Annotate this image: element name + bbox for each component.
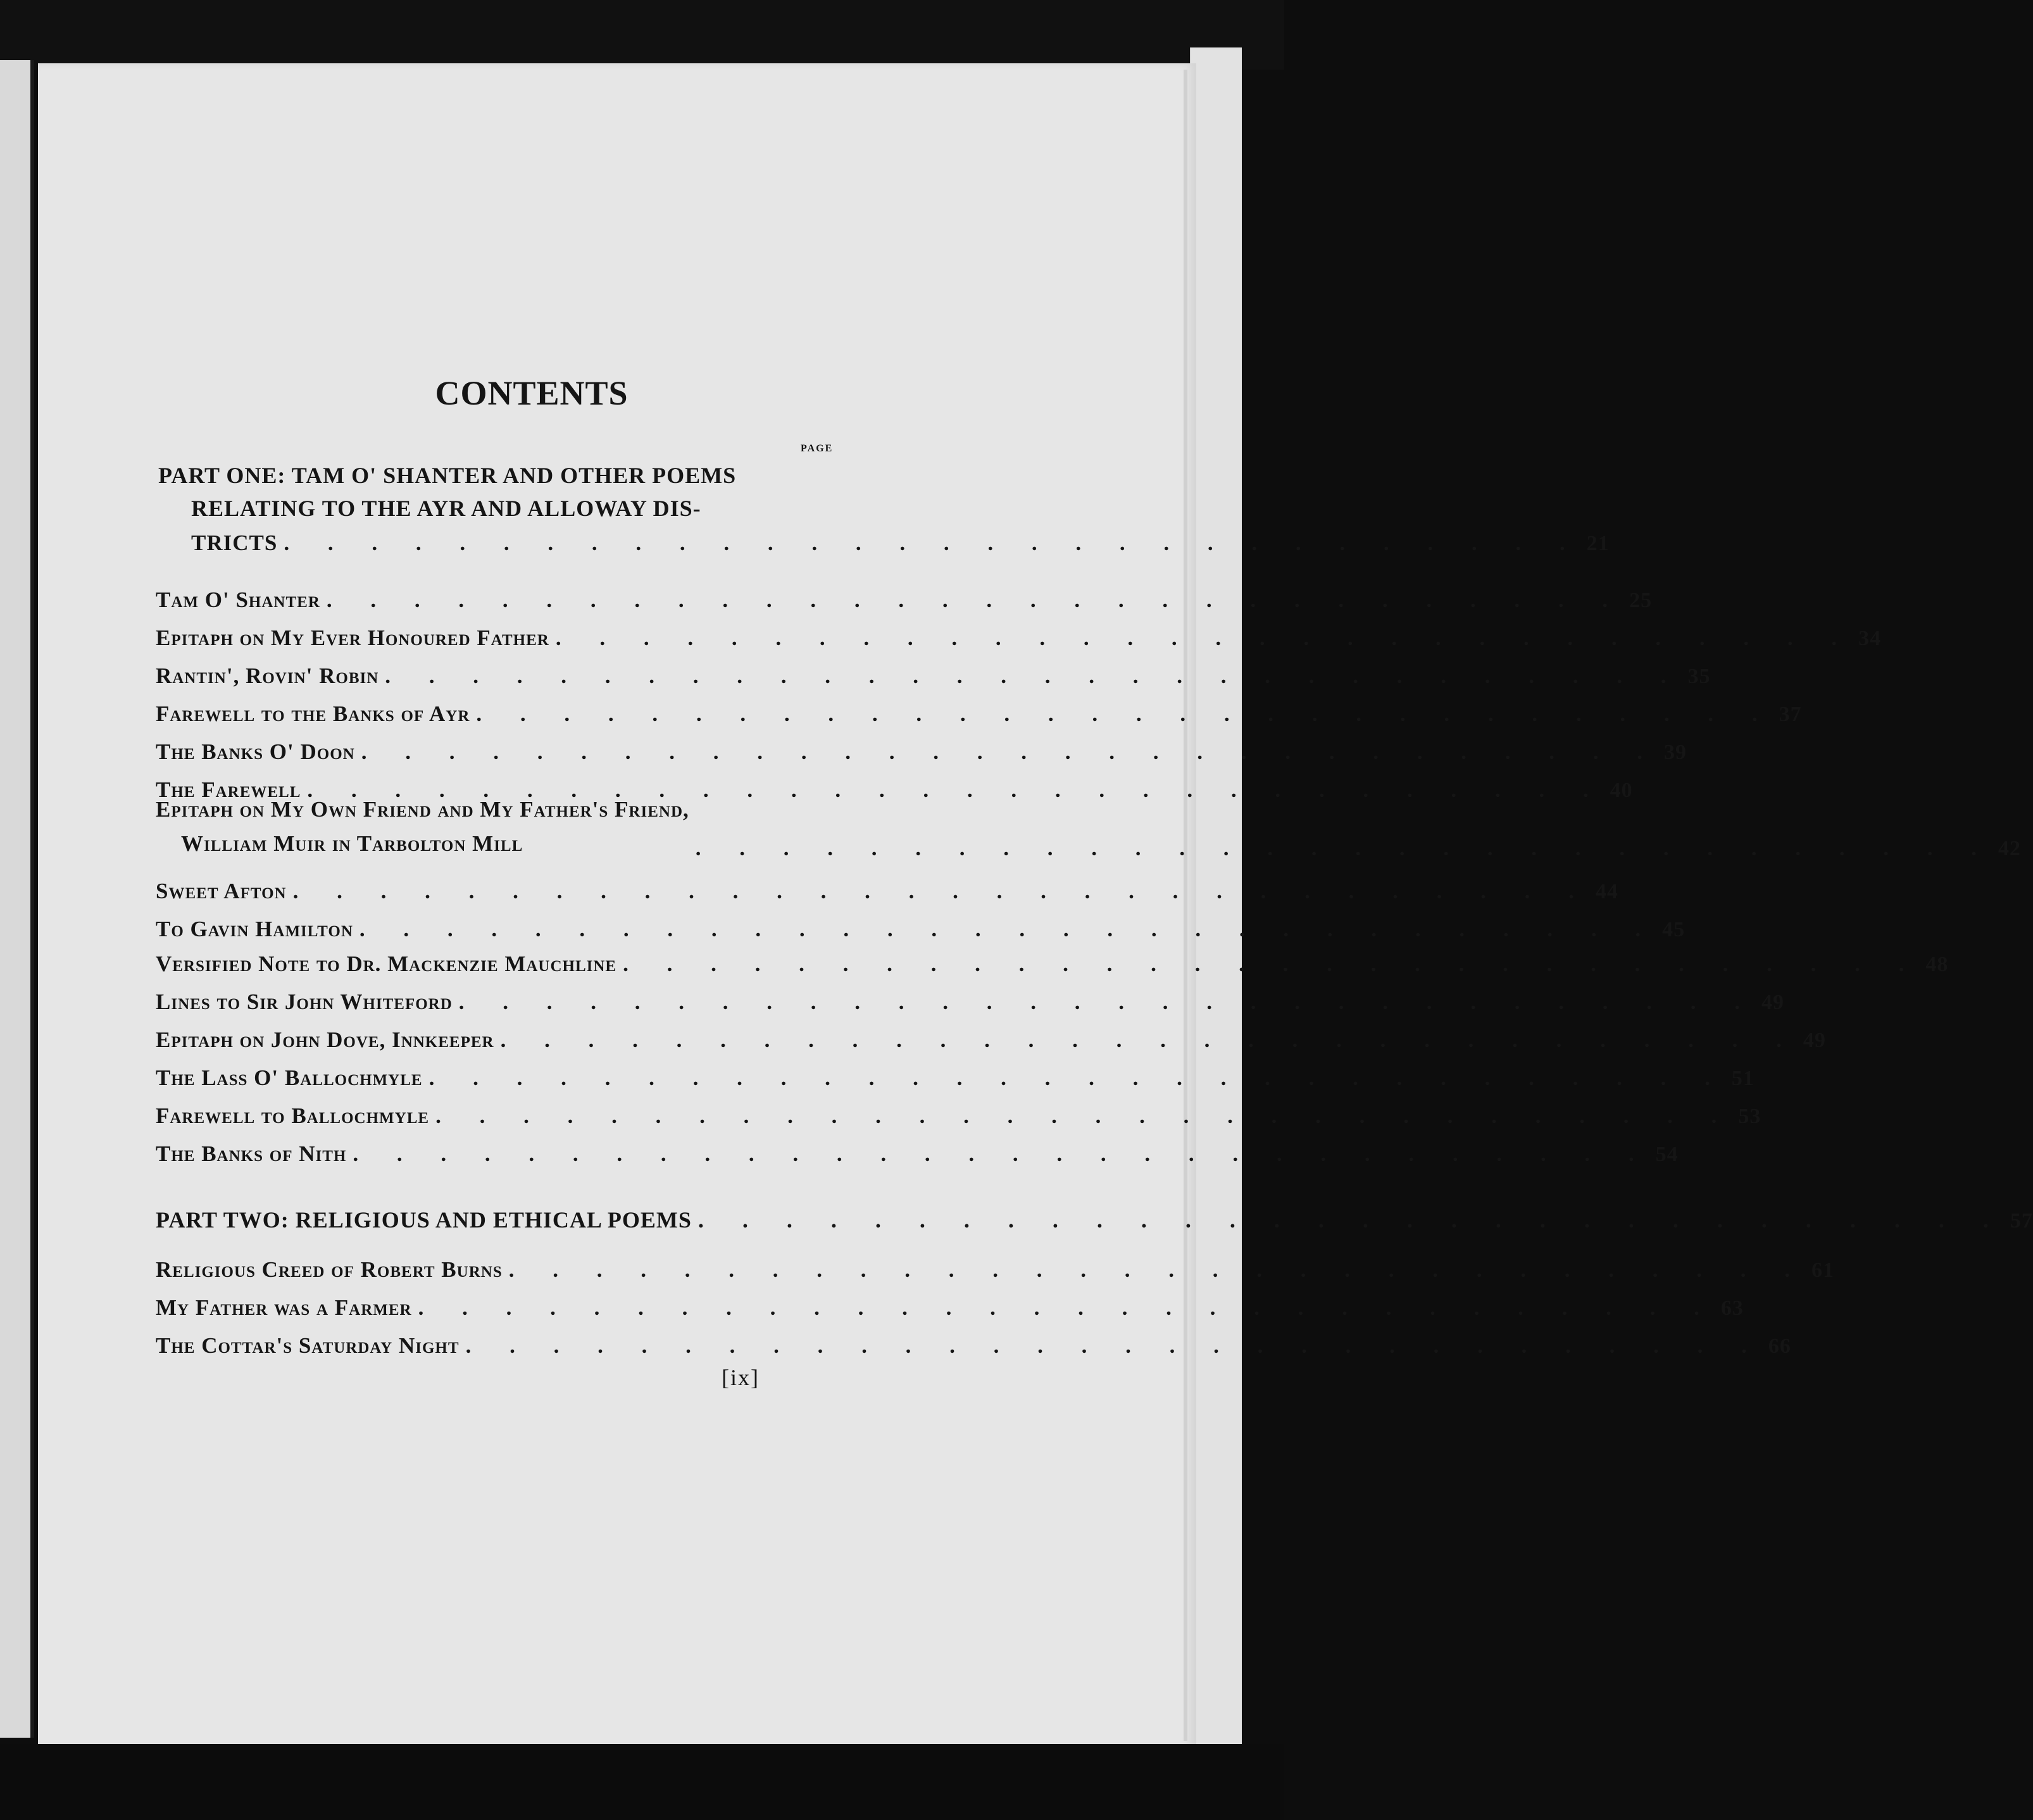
dot-leader: . . . . . . . . . . . . . . . . . . . . . . . . . . . . . . (555, 625, 1854, 650)
entry-title: Farewell to Ballochmyle (156, 1103, 430, 1128)
scan-background-bottom (0, 1744, 1284, 1820)
toc-entry (156, 1016, 1826, 1053)
page-number: 37 (1779, 703, 1802, 726)
entry-title: My Father was a Farmer (156, 1295, 412, 1320)
dot-leader: . . . . . . . . . . . . . . . . . . . . . . . . . . . . . . (359, 917, 1658, 941)
left-page-edge (0, 60, 34, 1738)
dot-leader: . . . . . . . . . . . . . . . . . . . . . . . . . . . . . . (508, 1257, 1806, 1282)
page-number: 49 (1761, 991, 1785, 1014)
page-number: 48 (1925, 953, 1949, 976)
entry-title: The Banks O' Doon (156, 739, 355, 764)
toc-entry (156, 728, 1687, 765)
part-one-heading-line1: PART ONE: TAM O' SHANTER AND OTHER POEMS (158, 463, 737, 488)
entry-title: Religious Creed of Robert Burns (156, 1257, 503, 1282)
dot-leader: . . . . . . . . . . . . . . . . . . . . . . . . . . . . . . (458, 989, 1757, 1014)
entry-title: Versified Note to Dr. Mackenzie Mauchline (156, 951, 617, 976)
page-number: 49 (1803, 1029, 1826, 1052)
page-number: 45 (1662, 918, 1686, 941)
toc-entry-two-line (156, 791, 2022, 861)
contents-title: CONTENTS (435, 374, 629, 412)
page-fold-line (1184, 70, 1187, 1741)
page-number: 51 (1731, 1067, 1755, 1090)
dot-leader: . . . . . . . . . . . . . . . . . . . . . . . . . . . . . . (695, 836, 1994, 860)
page-number: 63 (1720, 1296, 1744, 1320)
part-two-heading (156, 1196, 2033, 1233)
entry-title: Farewell to the Banks of Ayr (156, 701, 470, 726)
toc-entry (156, 1284, 1744, 1321)
toc-entry (156, 867, 1618, 904)
dot-leader: . . . . . . . . . . . . . . . . . . . . . . . . . . . . . . (435, 1103, 1734, 1128)
entry-title: Tam O' Shanter (156, 587, 320, 612)
part-one-heading-line3-row (191, 519, 1610, 556)
page-number: 35 (1687, 665, 1711, 688)
entry-title: Rantin', Rovin' Robin (156, 663, 379, 688)
toc-entry (156, 1322, 1791, 1359)
page-number: 53 (1738, 1105, 1761, 1128)
page-number: 25 (1629, 589, 1653, 612)
scan-background-top (0, 0, 1284, 70)
page-number: 66 (1768, 1334, 1791, 1358)
entry-title: Epitaph on John Dove, Innkeeper (156, 1027, 494, 1052)
page-number: 54 (1655, 1143, 1679, 1166)
entry-title-line2: William Muir in Tarbolton Mill (181, 831, 523, 856)
dot-leader: . . . . . . . . . . . . . . . . . . . . . . . . . . . . . . (500, 1027, 1798, 1052)
entry-title: The Lass O' Ballochmyle (156, 1065, 423, 1090)
toc-entry (156, 614, 1882, 651)
part-one-heading-line2: RELATING TO THE AYR AND ALLOWAY DIS- (191, 496, 701, 521)
page-column-label: PAGE (801, 443, 834, 454)
page-stack-edge (1190, 47, 1242, 1763)
entry-title: The Banks of Nith (156, 1141, 347, 1166)
dot-leader: . . . . . . . . . . . . . . . . . . . . . . . . . . . . . . (307, 777, 1605, 802)
dot-leader: . . . . . . . . . . . . . . . . . . . . . . . . . . . . . . (697, 1207, 2005, 1233)
dot-leader: . . . . . . . . . . . . . . . . . . . . . . . . . . . . . . (353, 1141, 1651, 1166)
dot-leader: . . . . . . . . . . . . . . . . . . . . . . . . . . . . . . (418, 1295, 1716, 1320)
toc-entry (156, 940, 1949, 977)
dot-leader: . . . . . . . . . . . . . . . . . . . . . . . . . . . . . . (292, 879, 1591, 903)
entry-title: The Cottar's Saturday Night (156, 1333, 460, 1358)
dot-leader: . . . . . . . . . . . . . . . . . . . . . . . . . . . . . . (428, 1065, 1727, 1090)
page-number: 61 (1811, 1258, 1834, 1282)
entry-title (156, 793, 689, 861)
dot-leader: . . . . . . . . . . . . . . . . . . . . . . . . . . . . . . (465, 1333, 1763, 1358)
entry-title: The Farewell (156, 777, 301, 802)
toc-entry (156, 1130, 1679, 1167)
dot-leader: . . . . . . . . . . . . . . . . . . . . . . . . . . . . . . (385, 663, 1683, 688)
entry-title: Sweet Afton (156, 879, 287, 903)
page-number: 39 (1663, 741, 1687, 764)
toc-entry (156, 576, 1653, 613)
toc-entry (156, 1092, 1761, 1129)
toc-entry (156, 978, 1785, 1015)
part-two-heading-text: PART TWO: RELIGIOUS AND ETHICAL POEMS (156, 1207, 692, 1233)
toc-entry (156, 690, 1802, 727)
entry-title: To Gavin Hamilton (156, 917, 353, 941)
entry-title: Lines to Sir John Whiteford (156, 989, 453, 1014)
page-number: 34 (1858, 627, 1882, 650)
page-number: 42 (1998, 837, 2022, 860)
dot-leader: . . . . . . . . . . . . . . . . . . . . . . . . . . . . . . (284, 530, 1582, 555)
dot-leader: . . . . . . . . . . . . . . . . . . . . . . . . . . . . . . (326, 587, 1625, 612)
toc-entry (156, 1246, 1834, 1283)
dot-leader: . . . . . . . . . . . . . . . . . . . . . . . . . . . . . . (476, 701, 1774, 726)
page-number: 57 (2010, 1209, 2033, 1233)
part-one-heading-line3: TRICTS (191, 530, 278, 555)
dot-leader: . . . . . . . . . . . . . . . . . . . . . . . . . . . . . . (623, 951, 1921, 976)
dot-leader: . . . . . . . . . . . . . . . . . . . . . . . . . . . . . . (361, 739, 1659, 764)
toc-entry (156, 652, 1711, 689)
page-folio: [ix] (722, 1365, 760, 1390)
entry-title-line1: Epitaph on My Own Friend and My Father's Friend, (156, 797, 689, 822)
toc-entry (156, 1054, 1755, 1091)
page-number: 44 (1595, 880, 1618, 903)
page-number: 21 (1586, 532, 1610, 555)
toc-entry (156, 905, 1686, 942)
part-one-heading (158, 459, 791, 525)
entry-title: Epitaph on My Ever Honoured Father (156, 625, 549, 650)
page-number: 40 (1610, 779, 1633, 802)
